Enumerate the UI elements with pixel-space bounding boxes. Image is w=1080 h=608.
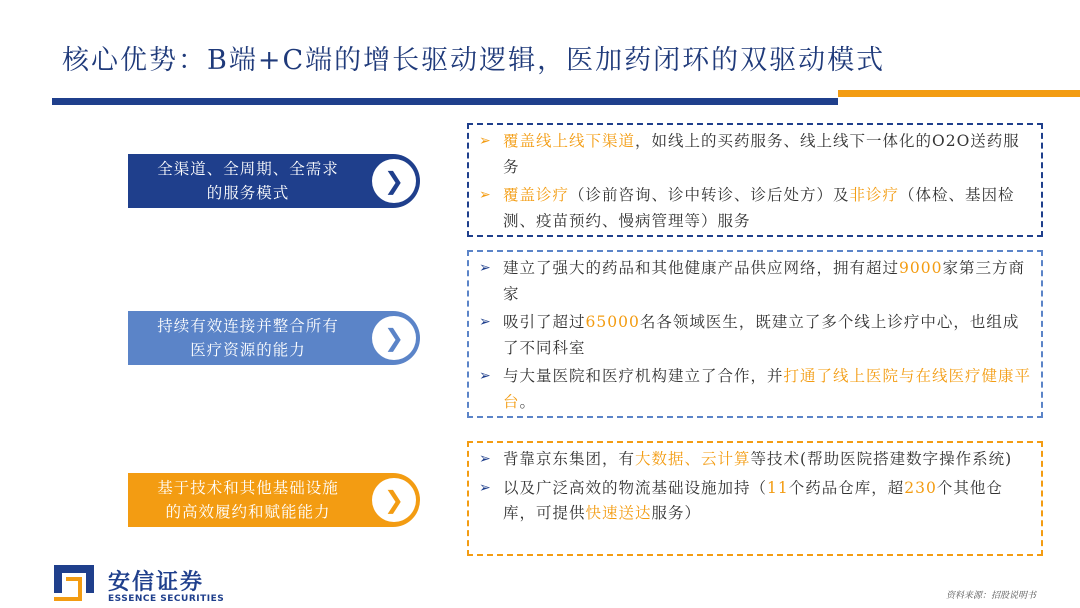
- item-text: 个药品仓库，超: [788, 478, 905, 497]
- highlight-text: 非诊疗: [849, 186, 900, 204]
- label-text: [128, 157, 368, 205]
- label-fulfillment: [128, 473, 420, 527]
- arrow-bullet-icon: ➢: [479, 314, 492, 330]
- label-line: 持续有效连接并整合所有: [157, 317, 339, 335]
- chevron-right-icon: ❯: [372, 159, 416, 203]
- arrow-bullet-icon: ➢: [479, 451, 492, 467]
- list-item: [477, 256, 1033, 307]
- label-line: 基于技术和其他基础设施: [157, 479, 339, 497]
- item-text: 建立了强大的药品和其他健康产品供应网络，拥有超过: [503, 259, 900, 277]
- arrow-bullet-icon: ➢: [479, 479, 492, 496]
- chevron-right-icon: ❯: [372, 316, 416, 360]
- item-text: 。: [519, 392, 537, 411]
- item-text: 吸引了超过: [503, 313, 586, 331]
- label-line: 全渠道、全周期、全需求: [157, 160, 339, 178]
- arrow-bullet-icon: ➢: [479, 260, 492, 276]
- detail-box-service-model: [467, 123, 1043, 237]
- title-underline-blue: [52, 98, 838, 105]
- label-resource-integration: [128, 311, 420, 365]
- list-item: [477, 310, 1033, 361]
- highlight-text: 230: [904, 478, 937, 497]
- highlight-text: 打通了线上医院与在线医疗健康平台: [503, 367, 1032, 411]
- item-text: 名各领域医生，既建立了多个线上诊疗中心，也组成了不同科室: [503, 313, 1020, 357]
- detail-box-resource-integration: [467, 250, 1043, 418]
- item-text: （体检、基因检测、疫苗预约、慢病管理等）服务: [503, 186, 1015, 230]
- highlight-text: 快速送达: [585, 504, 652, 522]
- logo-text-en: ESSENCE SECURITIES: [108, 594, 225, 604]
- highlight-text: 覆盖线上线下渠道: [503, 132, 636, 150]
- arrow-bullet-icon: ➢: [479, 133, 492, 149]
- logo-icon: [52, 563, 96, 603]
- label-line: 医疗资源的能力: [190, 341, 306, 359]
- source-note: 资料来源：招股说明书: [945, 591, 1036, 601]
- label-line: 的服务模式: [206, 184, 290, 202]
- item-text: 以及广泛高效的物流基础设施加持（: [503, 478, 768, 497]
- label-text: [128, 476, 368, 524]
- list-item: [477, 364, 1033, 415]
- highlight-text: 覆盖诊疗: [503, 186, 570, 204]
- highlight-text: 9000: [899, 259, 943, 277]
- highlight-text: 大数据、云计算: [635, 450, 751, 468]
- item-text: ，如线上的买药服务、线上线下一体化的O2O送药服务: [503, 132, 1020, 176]
- detail-box-fulfillment: [467, 441, 1043, 556]
- item-text: 服务）: [651, 504, 702, 522]
- item-text: 家第三方商家: [503, 259, 1025, 303]
- slide-title: 核心优势：B端+C端的增长驱动逻辑，医加药闭环的双驱动模式: [62, 45, 886, 76]
- chevron-right-icon: ❯: [372, 478, 416, 522]
- arrow-bullet-icon: ➢: [479, 187, 492, 203]
- logo-text-cn: 安信证券: [108, 570, 205, 595]
- list-item: [477, 447, 1033, 473]
- item-text: （诊前咨询、诊中转诊、诊后处方）及: [569, 186, 850, 204]
- label-line: 的高效履约和赋能能力: [165, 503, 331, 521]
- highlight-text: 65000: [585, 313, 640, 331]
- title-underline-orange: [838, 90, 1080, 97]
- item-text: 等技术(帮助医院搭建数字操作系统): [750, 450, 1013, 468]
- item-text: 个其他仓库，可提供: [503, 478, 1003, 522]
- label-text: [128, 314, 368, 362]
- arrow-bullet-icon: ➢: [479, 368, 492, 384]
- highlight-text: 11: [767, 478, 789, 497]
- item-text: 背靠京东集团，有: [503, 450, 636, 468]
- list-item: [477, 129, 1033, 180]
- list-item: [477, 183, 1033, 234]
- item-text: 与大量医院和医疗机构建立了合作，并: [503, 367, 784, 385]
- label-service-model: [128, 154, 420, 208]
- list-item: [477, 476, 1033, 527]
